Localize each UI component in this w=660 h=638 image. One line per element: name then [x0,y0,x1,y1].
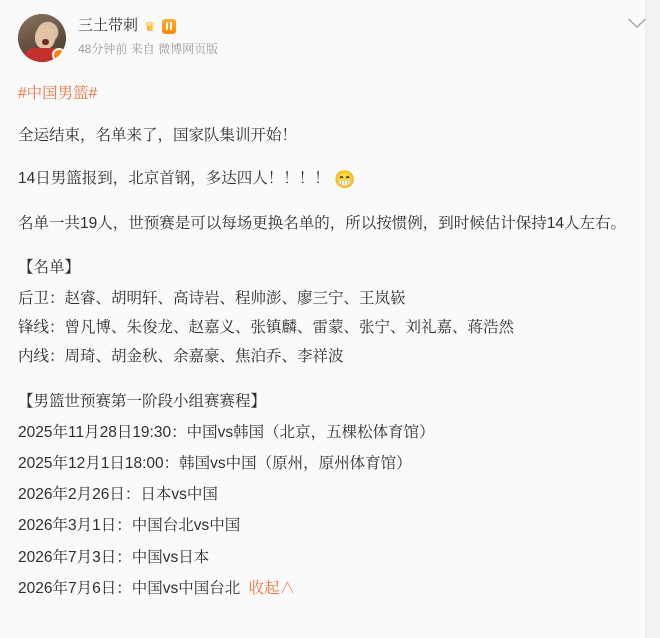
author-name-row [78,16,218,36]
author-info [78,14,218,57]
avatar-face [35,25,55,49]
avatar[interactable] [18,14,66,62]
roster-line-guards: 后卫：赵睿、胡明轩、高诗岩、程帅澎、廖三宁、王岚嵚 [18,289,406,307]
collapse-label: 收起 [248,579,280,597]
schedule-row: 2026年2月26日：日本vs中国 [18,486,218,504]
paragraph: 全运结束，名单来了，国家队集训开始！ [18,126,298,144]
grin-emoji-icon: 😁 [334,169,356,189]
schedule-row: 2025年11月28日19:30：中国vs韩国（北京，五棵松体育馆） [18,424,435,442]
paragraph-text: 14日男篮报到，北京首钢，多达四人！！！！ [18,169,330,187]
source-prefix: 来自 [130,42,155,56]
paragraph: 名单一共19人，世预赛是可以每场更换名单的，所以按惯例，到时候估计保持14人左右。 [18,215,626,233]
avatar-mouth [42,39,49,45]
post-time: 48分钟前 [78,42,128,56]
roster-line-forwards: 锋线：曾凡博、朱俊龙、赵嘉义、张镇麟、雷蒙、张宁、刘礼嘉、蒋浩然 [18,318,515,336]
schedule-row: 2026年3月1日：中国台北vs中国 [18,517,241,535]
roster-title: 【名单】 [18,258,81,276]
paragraph [18,166,627,194]
schedule-list [18,420,627,601]
verified-badge-icon [52,48,66,62]
collapse-button[interactable] [249,580,296,597]
post-source[interactable]: 微博网页版 [158,42,219,56]
schedule-row-text: 2026年7月6日：中国vs中国台北 [18,579,241,597]
vip-level-badge[interactable] [162,19,176,34]
scroll-gutter[interactable] [645,0,660,638]
spacer [18,373,627,389]
chevron-down-icon[interactable] [626,14,648,32]
vip-bar-icon [166,22,168,30]
vip-bar-icon [170,22,172,30]
roster-line-centers: 内线：周琦、胡金秋、余嘉豪、焦泊乔、李祥波 [18,347,344,365]
collapse-arrow-icon: ∧ [279,579,296,597]
topic-link[interactable]: #中国男篮# [18,85,98,102]
schedule-row-last [18,576,627,601]
schedule-row: 2026年7月3日：中国vs日本 [18,548,210,566]
post-content [18,82,627,601]
schedule-title: 【男篮世预赛第一阶段小组赛赛程】 [18,392,267,410]
schedule-row: 2025年12月1日18:00：韩国vs中国（原州，原州体育馆） [18,455,412,473]
post-meta [78,41,218,57]
author-name[interactable]: 三土带刺 [78,17,139,34]
crown-icon: ♛ [144,18,156,34]
post-header [18,14,627,68]
